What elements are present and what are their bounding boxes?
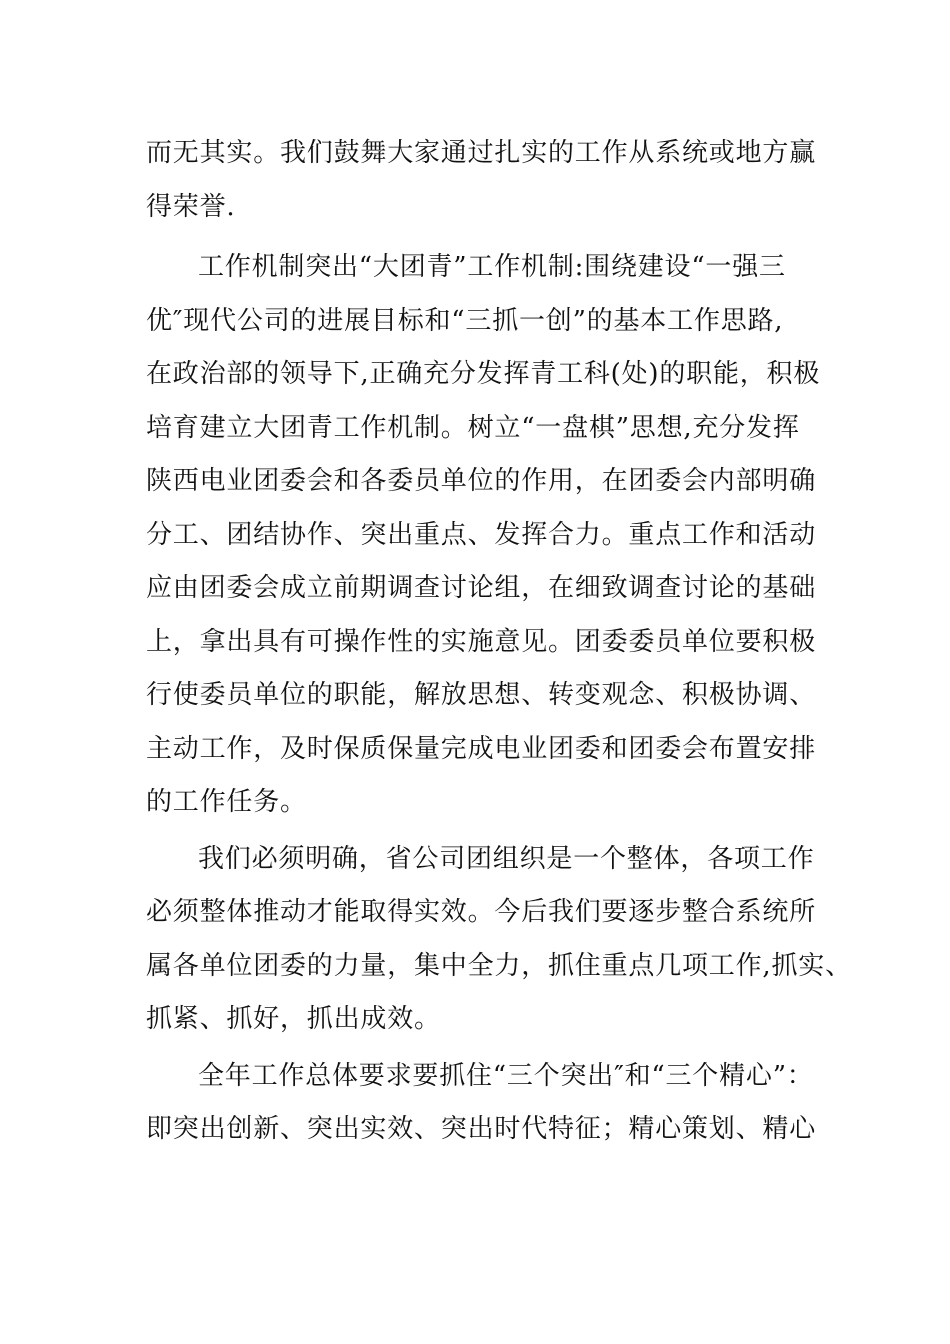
paragraph-first-line: 全年工作总体要求要抓住“三个突出″和“三个精心”：: [198, 1060, 814, 1091]
text-line: 即突出创新、突出实效、突出时代特征；精心策划、精心: [146, 1114, 817, 1144]
text-line: 主动工作，及时保质保量完成电业团委和团委会布置安排: [146, 733, 817, 764]
document-body: [146, 127, 852, 1157]
text-line: 分工、团结协作、突出重点、发挥合力。重点工作和活动: [146, 519, 817, 550]
text-line: 上，拿出具有可操作性的实施意见。团委委员单位要积极: [146, 626, 817, 657]
text-line: 抓紧、抓好，抓出成效。: [146, 1004, 441, 1034]
text-line: 在政治部的领导下,正确充分发挥青工科(处)的职能，积极: [146, 359, 821, 389]
text-line: 培育建立大团青工作机制。树立“一盘棋”思想,充分发挥: [146, 412, 800, 443]
text-line: 得荣誉.: [146, 191, 236, 222]
text-line: 陕西电业团委会和各委员单位的作用，在团委会内部明确: [146, 466, 817, 496]
paragraph-first-line: 我们必须明确，省公司团组织是一个整体，各项工作: [198, 843, 815, 874]
text-line: 必须整体推动才能取得实效。今后我们要逐步整合系统所: [146, 897, 817, 927]
text-line: 应由团委会成立前期调查讨论组，在细致调查讨论的基础: [146, 573, 817, 603]
text-line: 属各单位团委的力量，集中全力，抓住重点几项工作,抓实、: [146, 950, 852, 981]
text-line: 行使委员单位的职能，解放思想、转变观念、积极协调、: [146, 680, 817, 710]
text-line: 而无其实。我们鼓舞大家通过扎实的工作从系统或地方赢: [146, 138, 817, 168]
text-line: 的工作任务。: [146, 787, 307, 817]
paragraph-first-line: 工作机制突出“大团青”工作机制:围绕建设“一强三: [198, 252, 786, 282]
text-line: 优″现代公司的进展目标和“三抓一创”的基本工作思路,: [146, 305, 784, 336]
